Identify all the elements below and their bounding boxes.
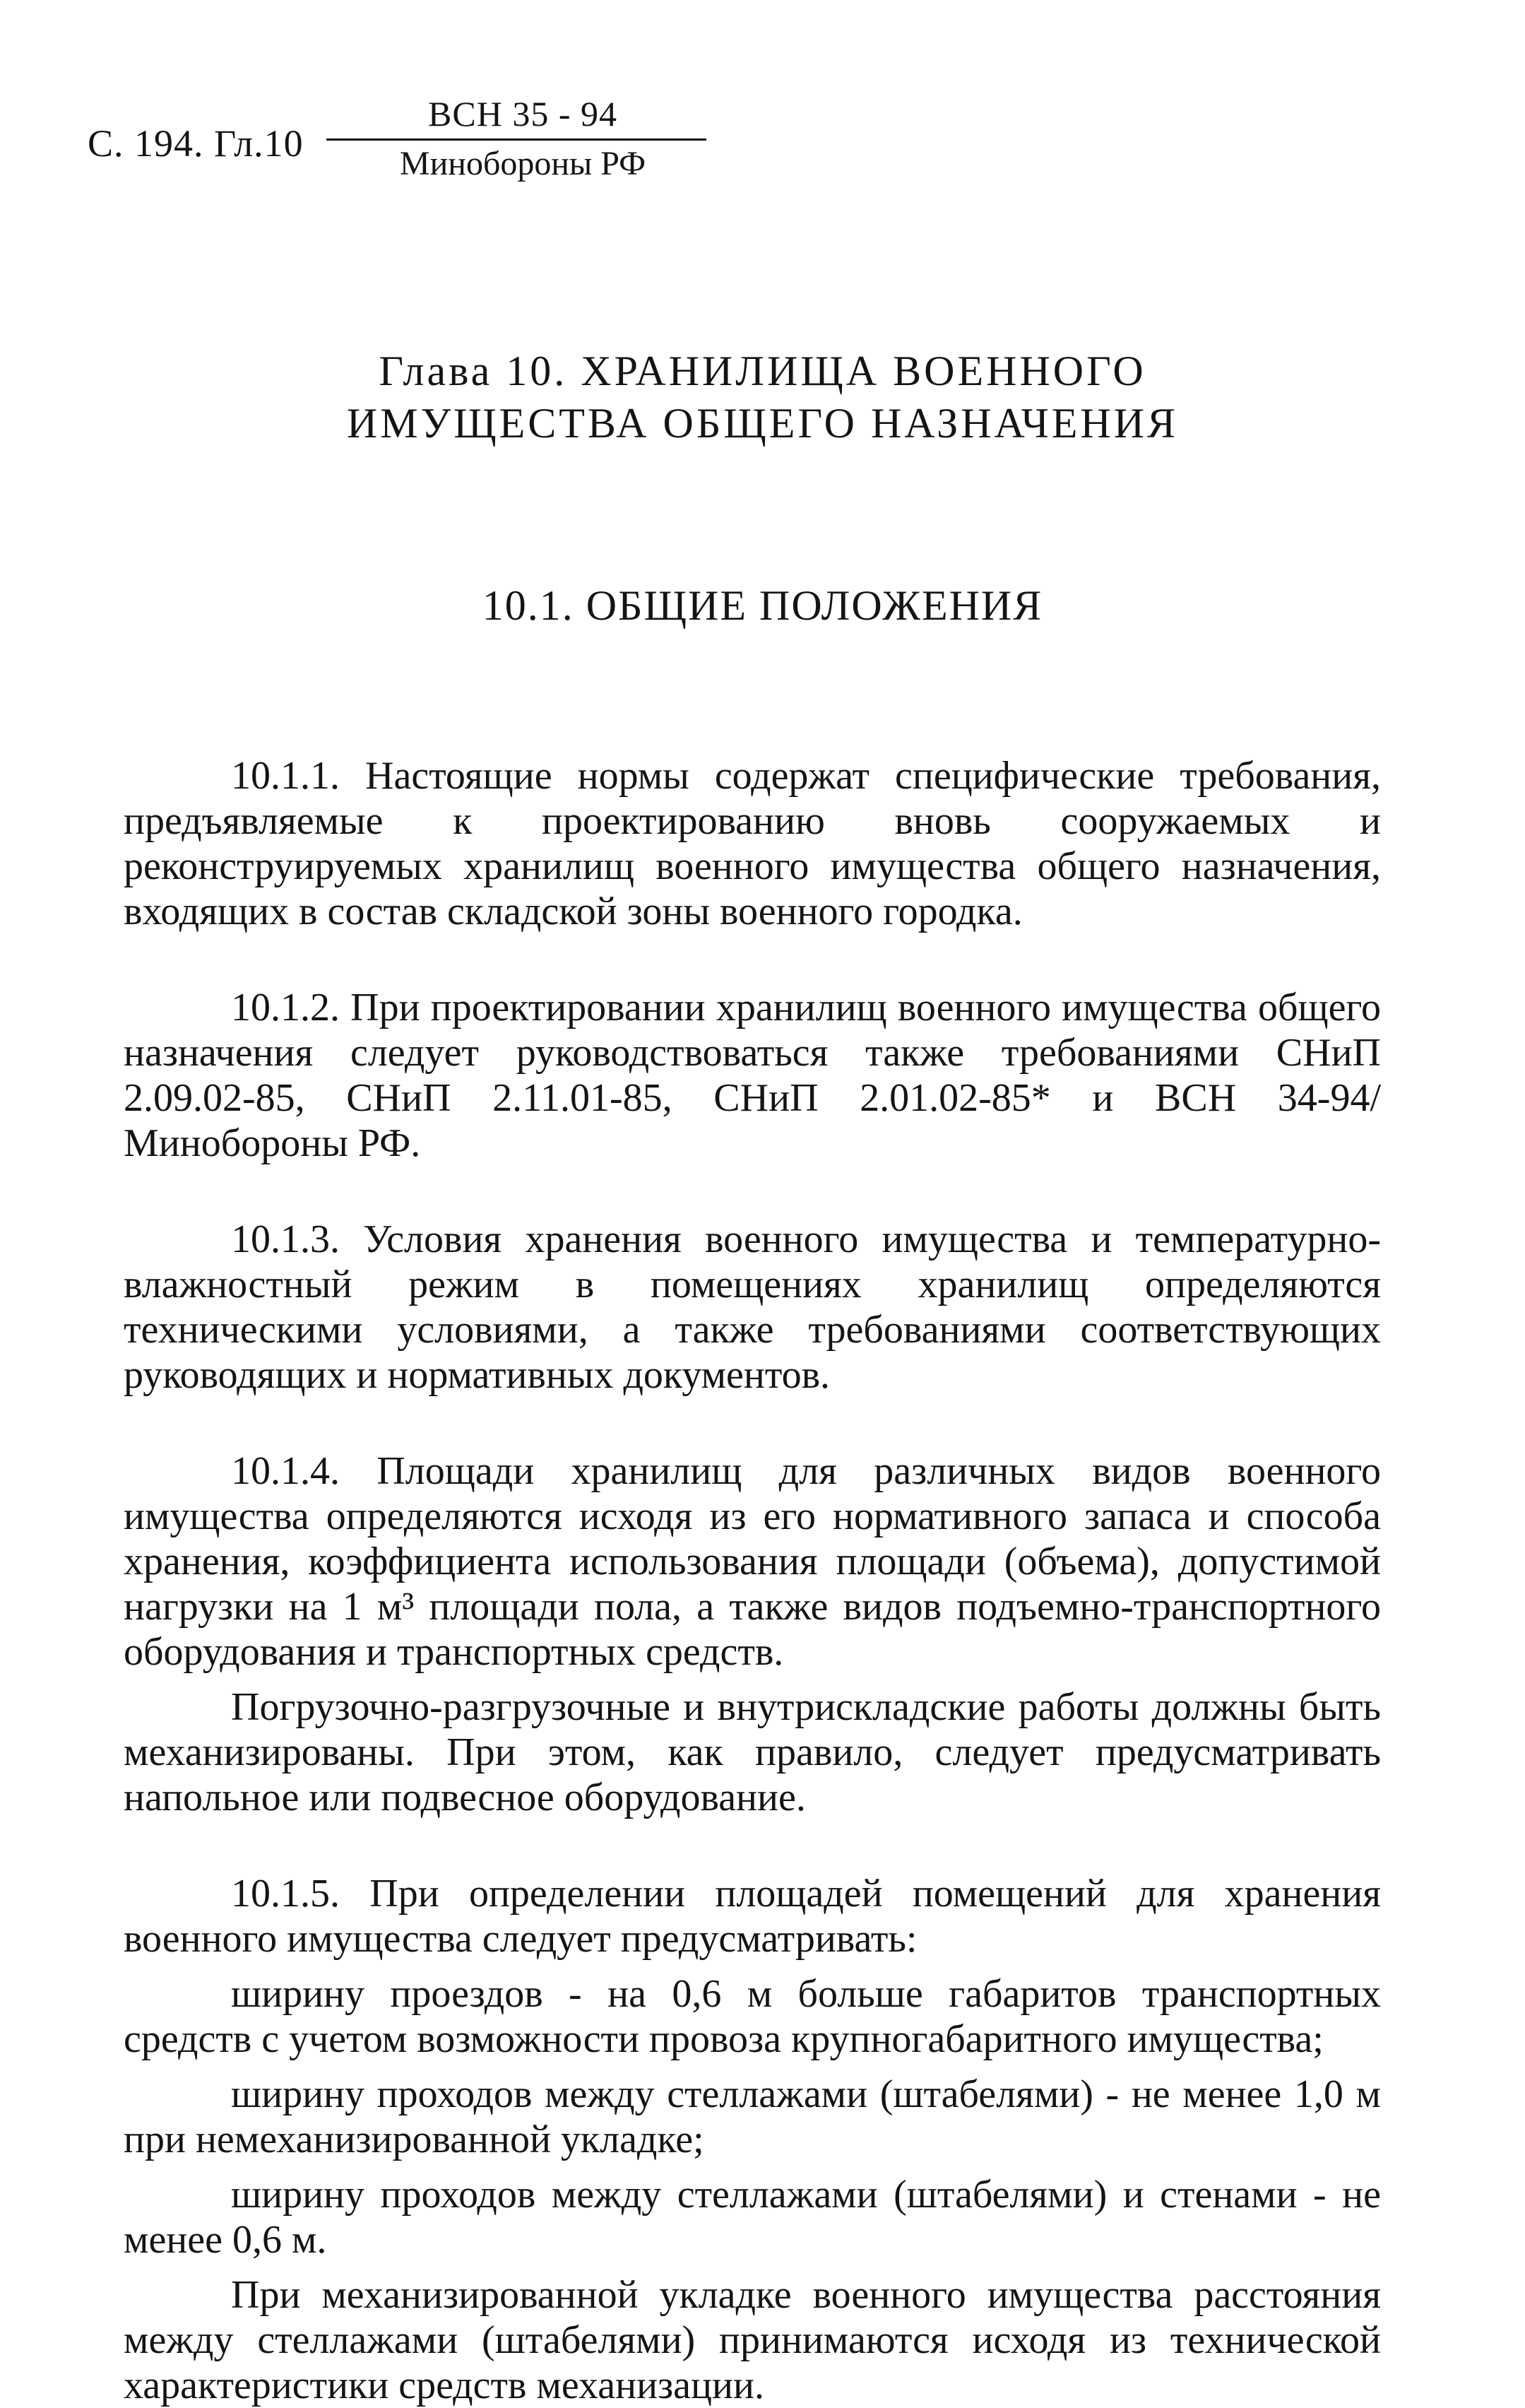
header-ministry: Минобороны РФ [399,145,646,182]
paragraph-mechanized-stacking: При механизированной укладке военного имущества расстояния между стеллажами (штабелями) принимаются исходя из технической характеристики средств механизации. [124,2273,1381,2407]
body-text [124,753,1381,2408]
paragraph-10-1-4: 10.1.4. Площади хранилищ для различных видов военного имущества определяются исходя из его нормативного запаса и способа хранения, коэффициента использования площади (объема), допустимой нагрузки на 1 м³ площади пола, а также видов подъемно-транспортного оборудования и транспортных средств. [124,1449,1381,1674]
chapter-title-line-1: Глава 10. ХРАНИЛИЩА ВОЕННОГО [379,348,1146,394]
header-fraction-connector [326,138,340,141]
paragraph-10-1-1: 10.1.1. Настоящие нормы содержат специфические требования, предъявляемые к проектированию вновь сооружаемых и реконструируемых хранилищ военного имущества общего назначения, входящих в состав складской зоны военного городка. [124,754,1381,933]
header-fraction-rule [339,138,706,141]
page-header [88,92,723,184]
paragraph-handling-works: Погрузочно-разгрузочные и внутрискладские работы должны быть механизированы. При этом, как правило, следует предусматривать напольное или подвесное оборудование. [124,1685,1381,1819]
paragraph-10-1-3: 10.1.3. Условия хранения военного имущества и температурно-влажностный режим в помещениях хранилищ определяются техническими условиями, а также требованиями соответствующих руководящих и нормативных документов. [124,1217,1381,1397]
list-item-driveways: ширину проездов - на 0,6 м больше габаритов транспортных средств с учетом возможности провоза крупногабаритного имущества; [124,1972,1381,2061]
page-header-reference: С. 194. Гл.10 [88,122,304,165]
header-code: ВСН 35 - 94 [428,94,617,134]
paragraph-10-1-5: 10.1.5. При определении площадей помещений для хранения военного имущества следует предусматривать: [124,1872,1381,1961]
list-item-aisles-walls: ширину проходов между стеллажами (штабелями) и стенами - не менее 0,6 м. [124,2173,1381,2262]
section-title: 10.1. ОБЩИЕ ПОЛОЖЕНИЯ [482,582,1043,629]
header-fraction-numerator-box [339,92,706,136]
paragraph-10-1-2: 10.1.2. При проектировании хранилищ военного имущества общего назначения следует руководствоваться также требованиями СНиП 2.09.02-85, СНиП 2.11.01-85, СНиП 2.01.02-85* и ВСН 34-94/Минобороны РФ. [124,986,1381,1165]
chapter-title-line-2: ИМУЩЕСТВА ОБЩЕГО НАЗНАЧЕНИЯ [346,400,1179,447]
list-item-aisles-racks: ширину проходов между стеллажами (штабелями) - не менее 1,0 м при немеханизированной укладке; [124,2072,1381,2161]
